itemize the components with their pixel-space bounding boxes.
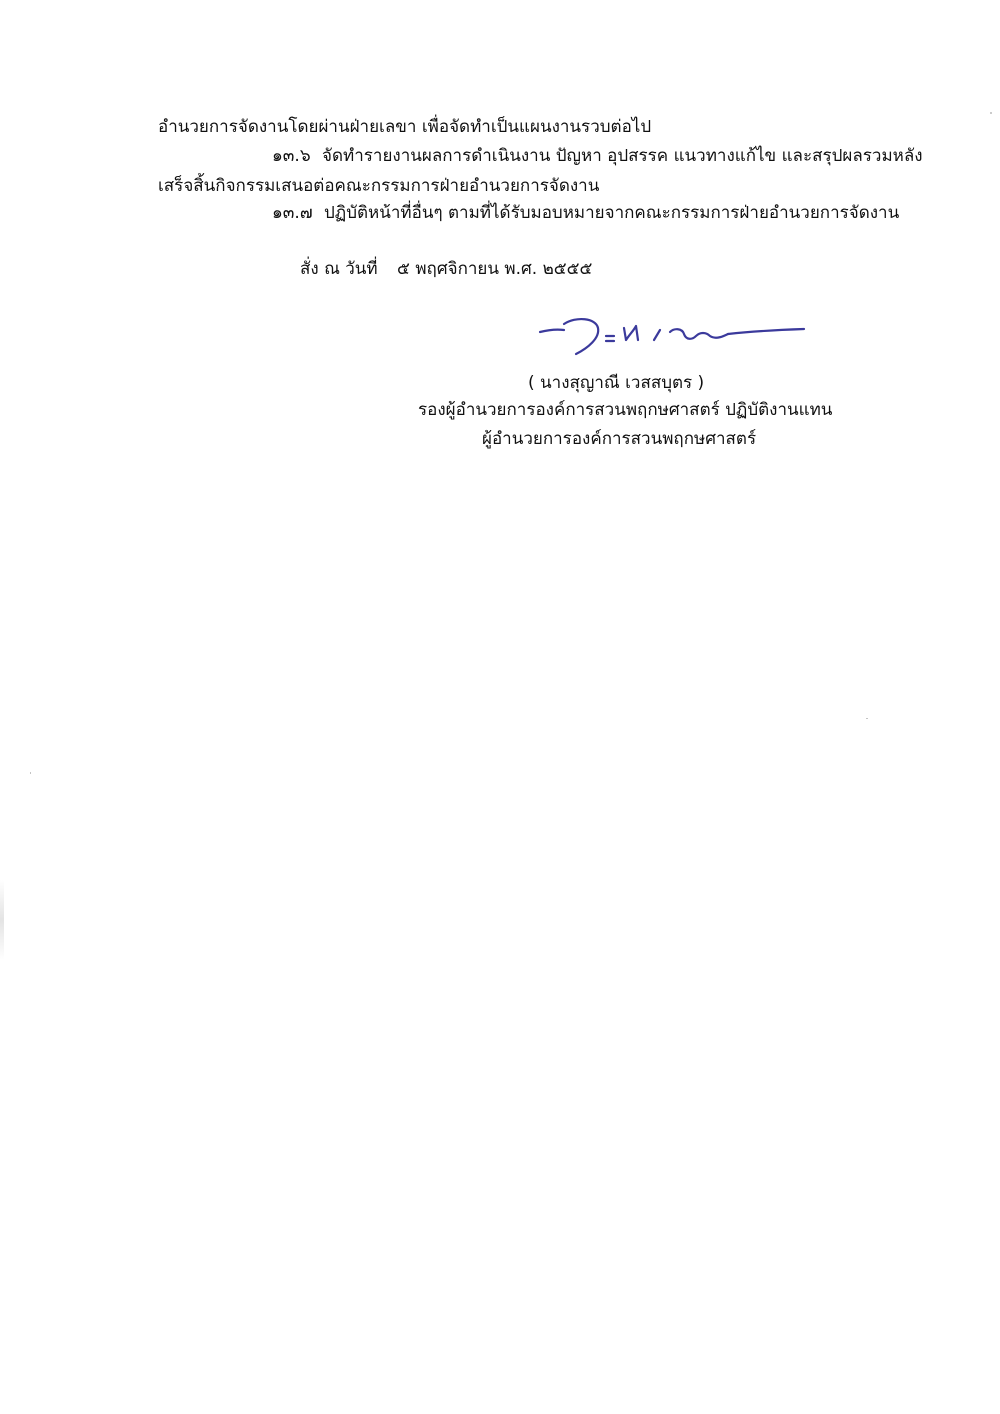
paragraph-continuation: อำนวยการจัดงานโดยผ่านฝ่ายเลขา เพื่อจัดทำเป็นแผนงานรวบต่อไป	[158, 117, 652, 137]
order-date	[300, 257, 592, 281]
scan-speck	[866, 718, 868, 719]
clause-13-6-continuation: เสร็จสิ้นกิจกรรมเสนอต่อคณะกรรมการฝ่ายอำนวยการจัดงาน	[158, 176, 600, 196]
order-date-value: ๕ พฤศจิกายน พ.ศ. ๒๕๕๕	[397, 259, 593, 279]
clause-13-7-text: ปฏิบัติหน้าที่อื่นๆ ตามที่ได้รับมอบหมายจากคณะกรรมการฝ่ายอำนวยการจัดงาน	[324, 203, 900, 223]
scan-speck	[30, 772, 31, 774]
clause-13-7-number: ๑๓.๗	[272, 203, 313, 223]
clause-13-6-number: ๑๓.๖	[272, 146, 311, 166]
signatory-title-line-2: ผู้อำนวยการองค์การสวนพฤกษศาสตร์	[482, 429, 757, 449]
signatory-title-line-1: รองผู้อำนวยการองค์การสวนพฤกษศาสตร์ ปฏิบัติงานแทน	[418, 400, 833, 420]
clause-13-7	[272, 201, 899, 225]
clause-13-6-text: จัดทำรายงานผลการดำเนินงาน ปัญหา อุปสรรค แนวทางแก้ไข และสรุปผลรวมหลัง	[322, 146, 923, 166]
order-date-label: สั่ง ณ วันที่	[300, 259, 378, 279]
handwritten-signature	[536, 310, 808, 362]
scan-speck	[990, 112, 992, 114]
signatory-name: ( นางสุญาณี เวสสบุตร )	[528, 373, 705, 393]
clause-13-6	[272, 144, 923, 168]
scan-edge-shadow	[0, 880, 4, 960]
